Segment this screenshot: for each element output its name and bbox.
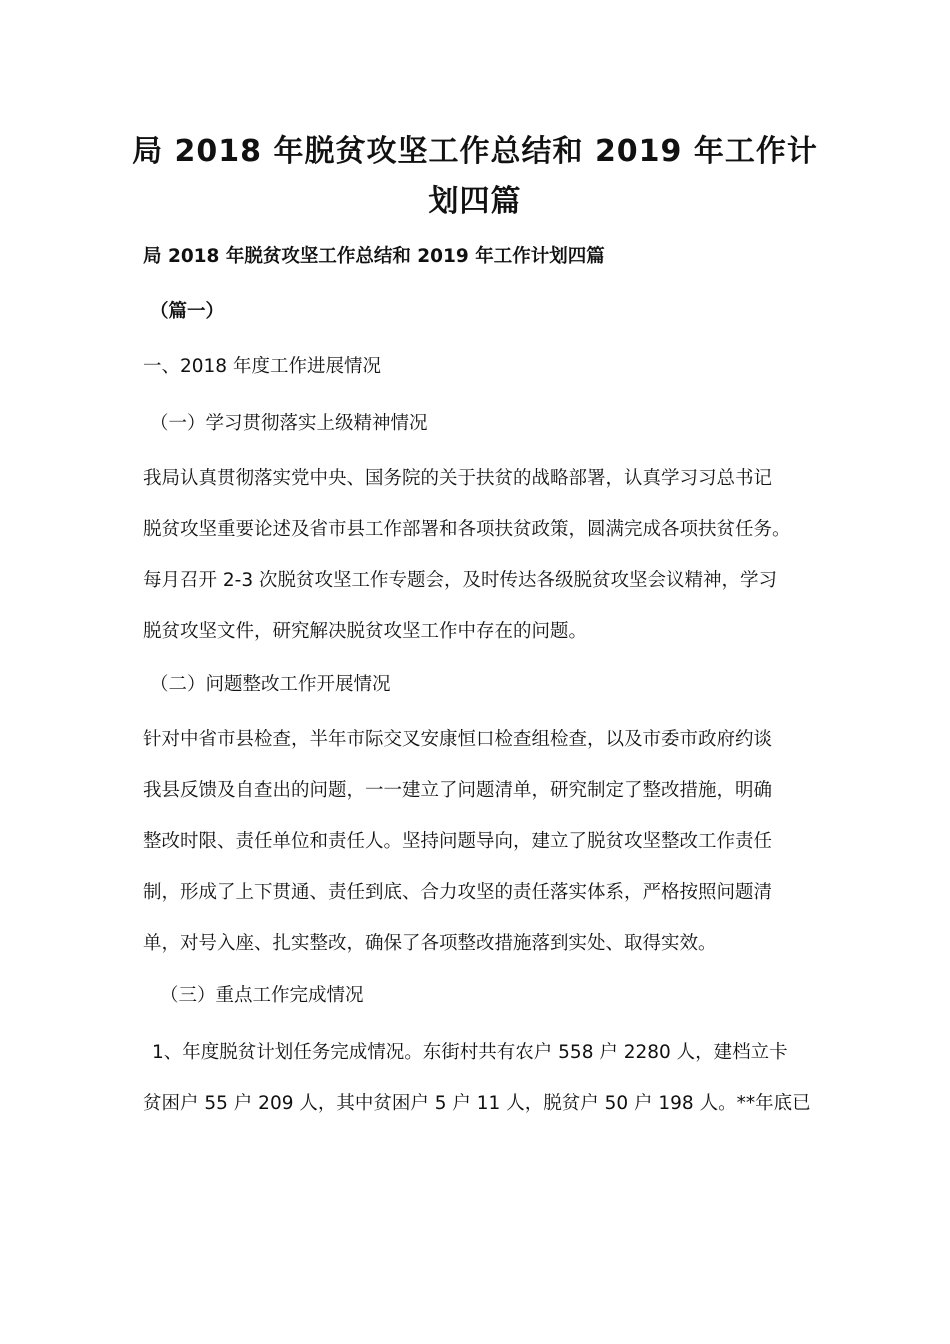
paragraph-2-line-1: 针对中省市县检查，半年市际交叉安康恒口检查组检查，以及市委市政府约谈 [143,729,773,750]
document-title-line-1: 局 2018 年脱贫攻坚工作总结和 2019 年工作计 [132,134,818,169]
paragraph-1-line-1: 我局认真贯彻落实党中央、国务院的关于扶贫的战略部署，认真学习习总书记 [143,468,773,489]
subsection-heading-2: （二）问题整改工作开展情况 [150,674,391,695]
paragraph-2-line-2: 我县反馈及自查出的问题，一一建立了问题清单，研究制定了整改措施，明确 [143,780,773,801]
part-heading: （篇一） [150,301,225,322]
document-subtitle: 局 2018 年脱贫攻坚工作总结和 2019 年工作计划四篇 [143,246,605,267]
section-heading-1: 一、2018 年度工作进展情况 [143,356,381,377]
paragraph-1-line-2: 脱贫攻坚重要论述及省市县工作部署和各项扶贫政策，圆满完成各项扶贫任务。 [143,519,791,540]
paragraph-2-line-5: 单，对号入座、扎实整改，确保了各项整改措施落到实处、取得实效。 [143,933,717,954]
paragraph-3-line-1: 1、年度脱贫计划任务完成情况。东街村共有农户 558 户 2280 人，建档立卡 [152,1042,788,1063]
subsection-heading-1: （一）学习贯彻落实上级精神情况 [150,413,428,434]
document-title-line-2: 划四篇 [428,184,522,219]
paragraph-1-line-3: 每月召开 2-3 次脱贫攻坚工作专题会，及时传达各级脱贫攻坚会议精神，学习 [143,570,777,591]
subsection-heading-3: （三）重点工作完成情况 [160,985,364,1006]
paragraph-2-line-4: 制，形成了上下贯通、责任到底、合力攻坚的责任落实体系，严格按照问题清 [143,882,773,903]
paragraph-1-line-4: 脱贫攻坚文件，研究解决脱贫攻坚工作中存在的问题。 [143,621,588,642]
paragraph-3-line-2: 贫困户 55 户 209 人，其中贫困户 5 户 11 人，脱贫户 50 户 198 人。**年底已 [143,1093,811,1114]
paragraph-2-line-3: 整改时限、责任单位和责任人。坚持问题导向，建立了脱贫攻坚整改工作责任 [143,831,773,852]
